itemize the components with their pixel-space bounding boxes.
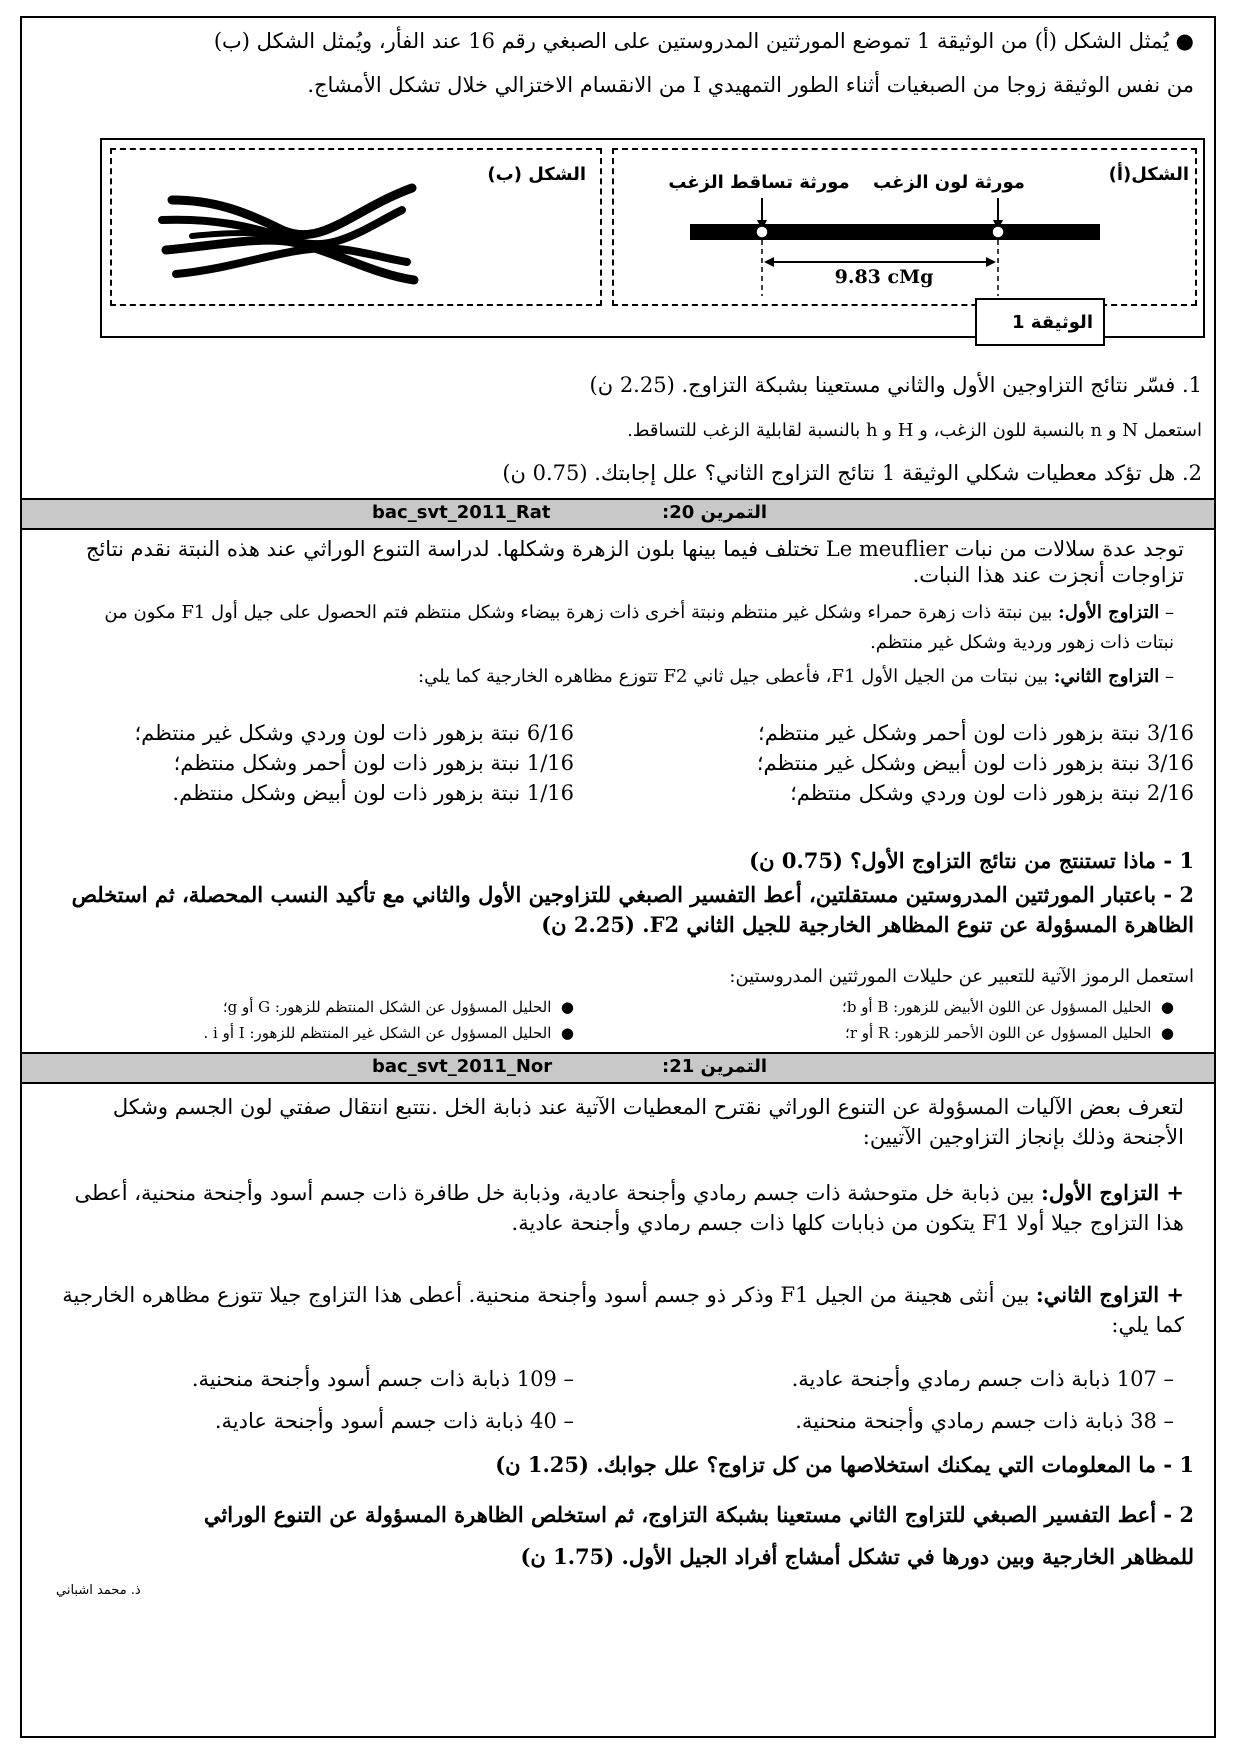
result-line: 3/16 نبتة بزهور ذات لون أحمر وشكل غير منتظم؛ bbox=[758, 721, 1194, 745]
chromosome-16-bar bbox=[690, 224, 1100, 240]
ex21-cross-2 bbox=[52, 1280, 1184, 1340]
ex20-symbols-left bbox=[42, 994, 574, 1046]
figure-b-box bbox=[110, 148, 602, 306]
ex20-cross-1-text: بين نبتة ذات زهرة حمراء وشكل غير منتظم ونبتة أخرى ذات زهرة بيضاء وشكل منتظم فتم الحصول على جيل أول F1 مكون من نبتات ذات زهور وردية وشكل غير منتظم. bbox=[104, 602, 1174, 653]
ex20-header-bar bbox=[22, 498, 1214, 530]
ex20-intro: توجد عدة سلالات من نبات Le meuflier تختلف فيما بينها بلون الزهرة وشكلها. لدراسة التنوع الوراثي عند هذه النبتة نقدم نتائج تزاوجات أنجزت عند هذا النبات. bbox=[85, 537, 1184, 587]
ex20-title: التمرين 20: bbox=[662, 502, 768, 523]
result-line: 3/16 نبتة بزهور ذات لون أبيض وشكل غير منتظم؛ bbox=[756, 751, 1194, 775]
ex20-cross-2-text: بين نبتات من الجيل الأول F1، فأعطى جيل ثاني F2 تتوزع مظاهره الخارجية كما يلي: bbox=[418, 666, 1049, 687]
symbol-item: ● الحليل المسؤول عن الشكل المنتظم للزهور: G أو g؛ bbox=[222, 998, 574, 1016]
ex21-cross-2-text: بين أنثى هجينة من الجيل F1 وذكر ذو جسم أسود وأجنحة منحنية. أعطى هذا التزاوج جيلا تتوزع مظاهره الخارجية كما يلي: bbox=[62, 1283, 1184, 1337]
ex20-cross-2: – التزاوج الثاني: بين نبتات من الجيل الأول F1، فأعطى جيل ثاني F2 تتوزع مظاهره الخارجية كما يلي: bbox=[418, 666, 1174, 687]
result-line: – 107 ذبابة ذات جسم رمادي وأجنحة عادية. bbox=[791, 1367, 1174, 1391]
symbol-item: ● الحليل المسؤول عن اللون الأبيض للزهور: B أو b؛ bbox=[842, 998, 1174, 1016]
genetic-distance: 9.83 cMg bbox=[834, 266, 934, 288]
bullet-icon: ● bbox=[1169, 29, 1194, 53]
ex20-cross-1-title: التزاوج الأول: bbox=[1058, 602, 1160, 623]
ex21-cross-1 bbox=[52, 1178, 1184, 1238]
ex20-symbols-intro: استعمل الرموز الآتية للتعبير عن حليلات المورثتين المدروستين: bbox=[729, 966, 1194, 987]
ex21-question-2: 2 - أعط التفسير الصبغي للتزاوج الثاني مستعينا بشبكة التزاوج، ثم استخلص الظاهرة المسؤولة عن التنوع الوراثي للمظاهر الخارجية وبين دورها في تشكل أمشاج أفراد الجيل الأول. (1.75 ن) bbox=[203, 1502, 1194, 1569]
ex21-results-left bbox=[42, 1358, 574, 1442]
result-line: 1/16 نبتة بزهور ذات لون أبيض وشكل منتظم. bbox=[172, 781, 574, 805]
document-1-title: الوثيقة 1 bbox=[1012, 312, 1093, 333]
ex20-cross-1: – التزاوج الأول: بين نبتة ذات زهرة حمراء وشكل غير منتظم ونبتة أخرى ذات زهرة بيضاء وشكل منتظم فتم الحصول على جيل أول F1 مكون من نبتات ذات زهور وردية وشكل غير منتظم. bbox=[104, 602, 1174, 653]
gene-fur-color-label: مورثة لون الزغب bbox=[873, 172, 1025, 193]
intro-line-1 bbox=[42, 26, 1194, 56]
ex19-question-1-hint: استعمل N و n بالنسبة للون الزغب، و H و h بالنسبة لقابلية الزغب للتساقط. bbox=[627, 420, 1202, 441]
ex21-intro: لتعرف بعض الآليات المسؤولة عن التنوع الوراثي نقترح المعطيات الآتية عند ذبابة الخل .نتتبع انتقال صفتي لون الجسم وشكل الأجنحة وذلك بإنجاز التزاوجين الآتيين: bbox=[112, 1095, 1184, 1149]
ex20-cross-2-title: التزاوج الثاني: bbox=[1053, 666, 1160, 687]
ex21-code: bac_svt_2011_Nor bbox=[372, 1056, 553, 1077]
ex20-symbols-right bbox=[642, 994, 1174, 1046]
document-1-frame bbox=[100, 138, 1205, 338]
intro-text-1: يُمثل الشكل (أ) من الوثيقة 1 تموضع المورثتين المدروستين على الصبغي رقم 16 عند الفأر، ويُمثل الشكل (ب) bbox=[213, 29, 1169, 53]
ex21-title: التمرين 21: bbox=[662, 1056, 768, 1077]
author-signature: ذ. محمد اشباني bbox=[56, 1583, 141, 1598]
figure-a-box bbox=[612, 148, 1197, 306]
document-1-title-box bbox=[975, 298, 1105, 346]
result-line: – 38 ذبابة ذات جسم رمادي وأجنحة منحنية. bbox=[795, 1409, 1174, 1433]
ex20-question-2: 2 - باعتبار المورثتين المدروستين مستقلتين، أعط التفسير الصبغي للتزاوجين الأول والثاني مع تأكيد النسب المحصلة، ثم استخلص الظاهرة المسؤولة عن تنوع المظاهر الخارجية للجيل الثاني F2. (2.25 ن) bbox=[71, 882, 1194, 937]
result-line: – 40 ذبابة ذات جسم أسود وأجنحة عادية. bbox=[214, 1409, 574, 1433]
ex20-results-right bbox=[642, 718, 1194, 808]
symbol-item: ● الحليل المسؤول عن الشكل غير المنتظم للزهور: I أو i . bbox=[203, 1024, 574, 1042]
chromatid-fragment bbox=[192, 233, 282, 236]
result-line: 1/16 نبتة بزهور ذات لون أحمر وشكل منتظم؛ bbox=[173, 751, 574, 775]
exam-page bbox=[20, 16, 1216, 1738]
chromosome-pair-crossing-over bbox=[152, 170, 422, 300]
ex21-cross-1-text: بين ذبابة خل متوحشة ذات جسم رمادي وأجنحة عادية، وذبابة خل طافرة ذات جسم أسود وأجنحة منحنية، أعطى هذا التزاوج جيلا أولا F1 يتكون من ذبابات كلها ذات جسم رمادي وأجنحة عادية. bbox=[74, 1181, 1184, 1235]
intro-line-2: من نفس الوثيقة زوجا من الصبغيات أثناء الطور التمهيدي I من الانقسام الاختزالي خلال تشكل الأمشاج. bbox=[307, 73, 1194, 97]
figure-a-label: الشكل(أ) bbox=[1108, 164, 1189, 185]
distance-arrowhead-left bbox=[764, 257, 774, 267]
figure-b-label: الشكل (ب) bbox=[487, 164, 586, 185]
ex19-question-1: 1. فسّر نتائج التزاوجين الأول والثاني مستعينا بشبكة التزاوج. (2.25 ن) bbox=[589, 373, 1202, 397]
gene1-locus bbox=[992, 226, 1004, 238]
ex21-results-right bbox=[642, 1358, 1174, 1442]
gene-fur-loss-label: مورثة تساقط الزغب bbox=[668, 172, 850, 193]
ex21-cross-1-title: + التزاوج الأول: bbox=[1041, 1180, 1184, 1205]
ex21-header-bar bbox=[22, 1052, 1214, 1084]
ex20-question-1: 1 - ماذا تستنتج من نتائج التزاوج الأول؟ (0.75 ن) bbox=[749, 848, 1194, 873]
distance-arrowhead-right bbox=[986, 257, 996, 267]
result-line: 6/16 نبتة بزهور ذات لون وردي وشكل غير منتظم؛ bbox=[134, 721, 574, 745]
ex20-code: bac_svt_2011_Rat bbox=[372, 502, 551, 523]
ex21-question-1: 1 - ما المعلومات التي يمكنك استخلاصها من كل تزاوج؟ علل جوابك. (1.25 ن) bbox=[495, 1452, 1194, 1477]
result-line: 2/16 نبتة بزهور ذات لون وردي وشكل منتظم؛ bbox=[790, 781, 1194, 805]
ex21-cross-2-title: + التزاوج الثاني: bbox=[1036, 1282, 1184, 1307]
ex20-results-left bbox=[32, 718, 574, 808]
gene2-locus bbox=[756, 226, 768, 238]
result-line: – 109 ذبابة ذات جسم أسود وأجنحة منحنية. bbox=[191, 1367, 574, 1391]
symbol-item: ● الحليل المسؤول عن اللون الأحمر للزهور: R أو r؛ bbox=[845, 1024, 1174, 1042]
ex19-question-2: 2. هل تؤكد معطيات شكلي الوثيقة 1 نتائج التزاوج الثاني؟ علل إجابتك. (0.75 ن) bbox=[502, 461, 1202, 485]
